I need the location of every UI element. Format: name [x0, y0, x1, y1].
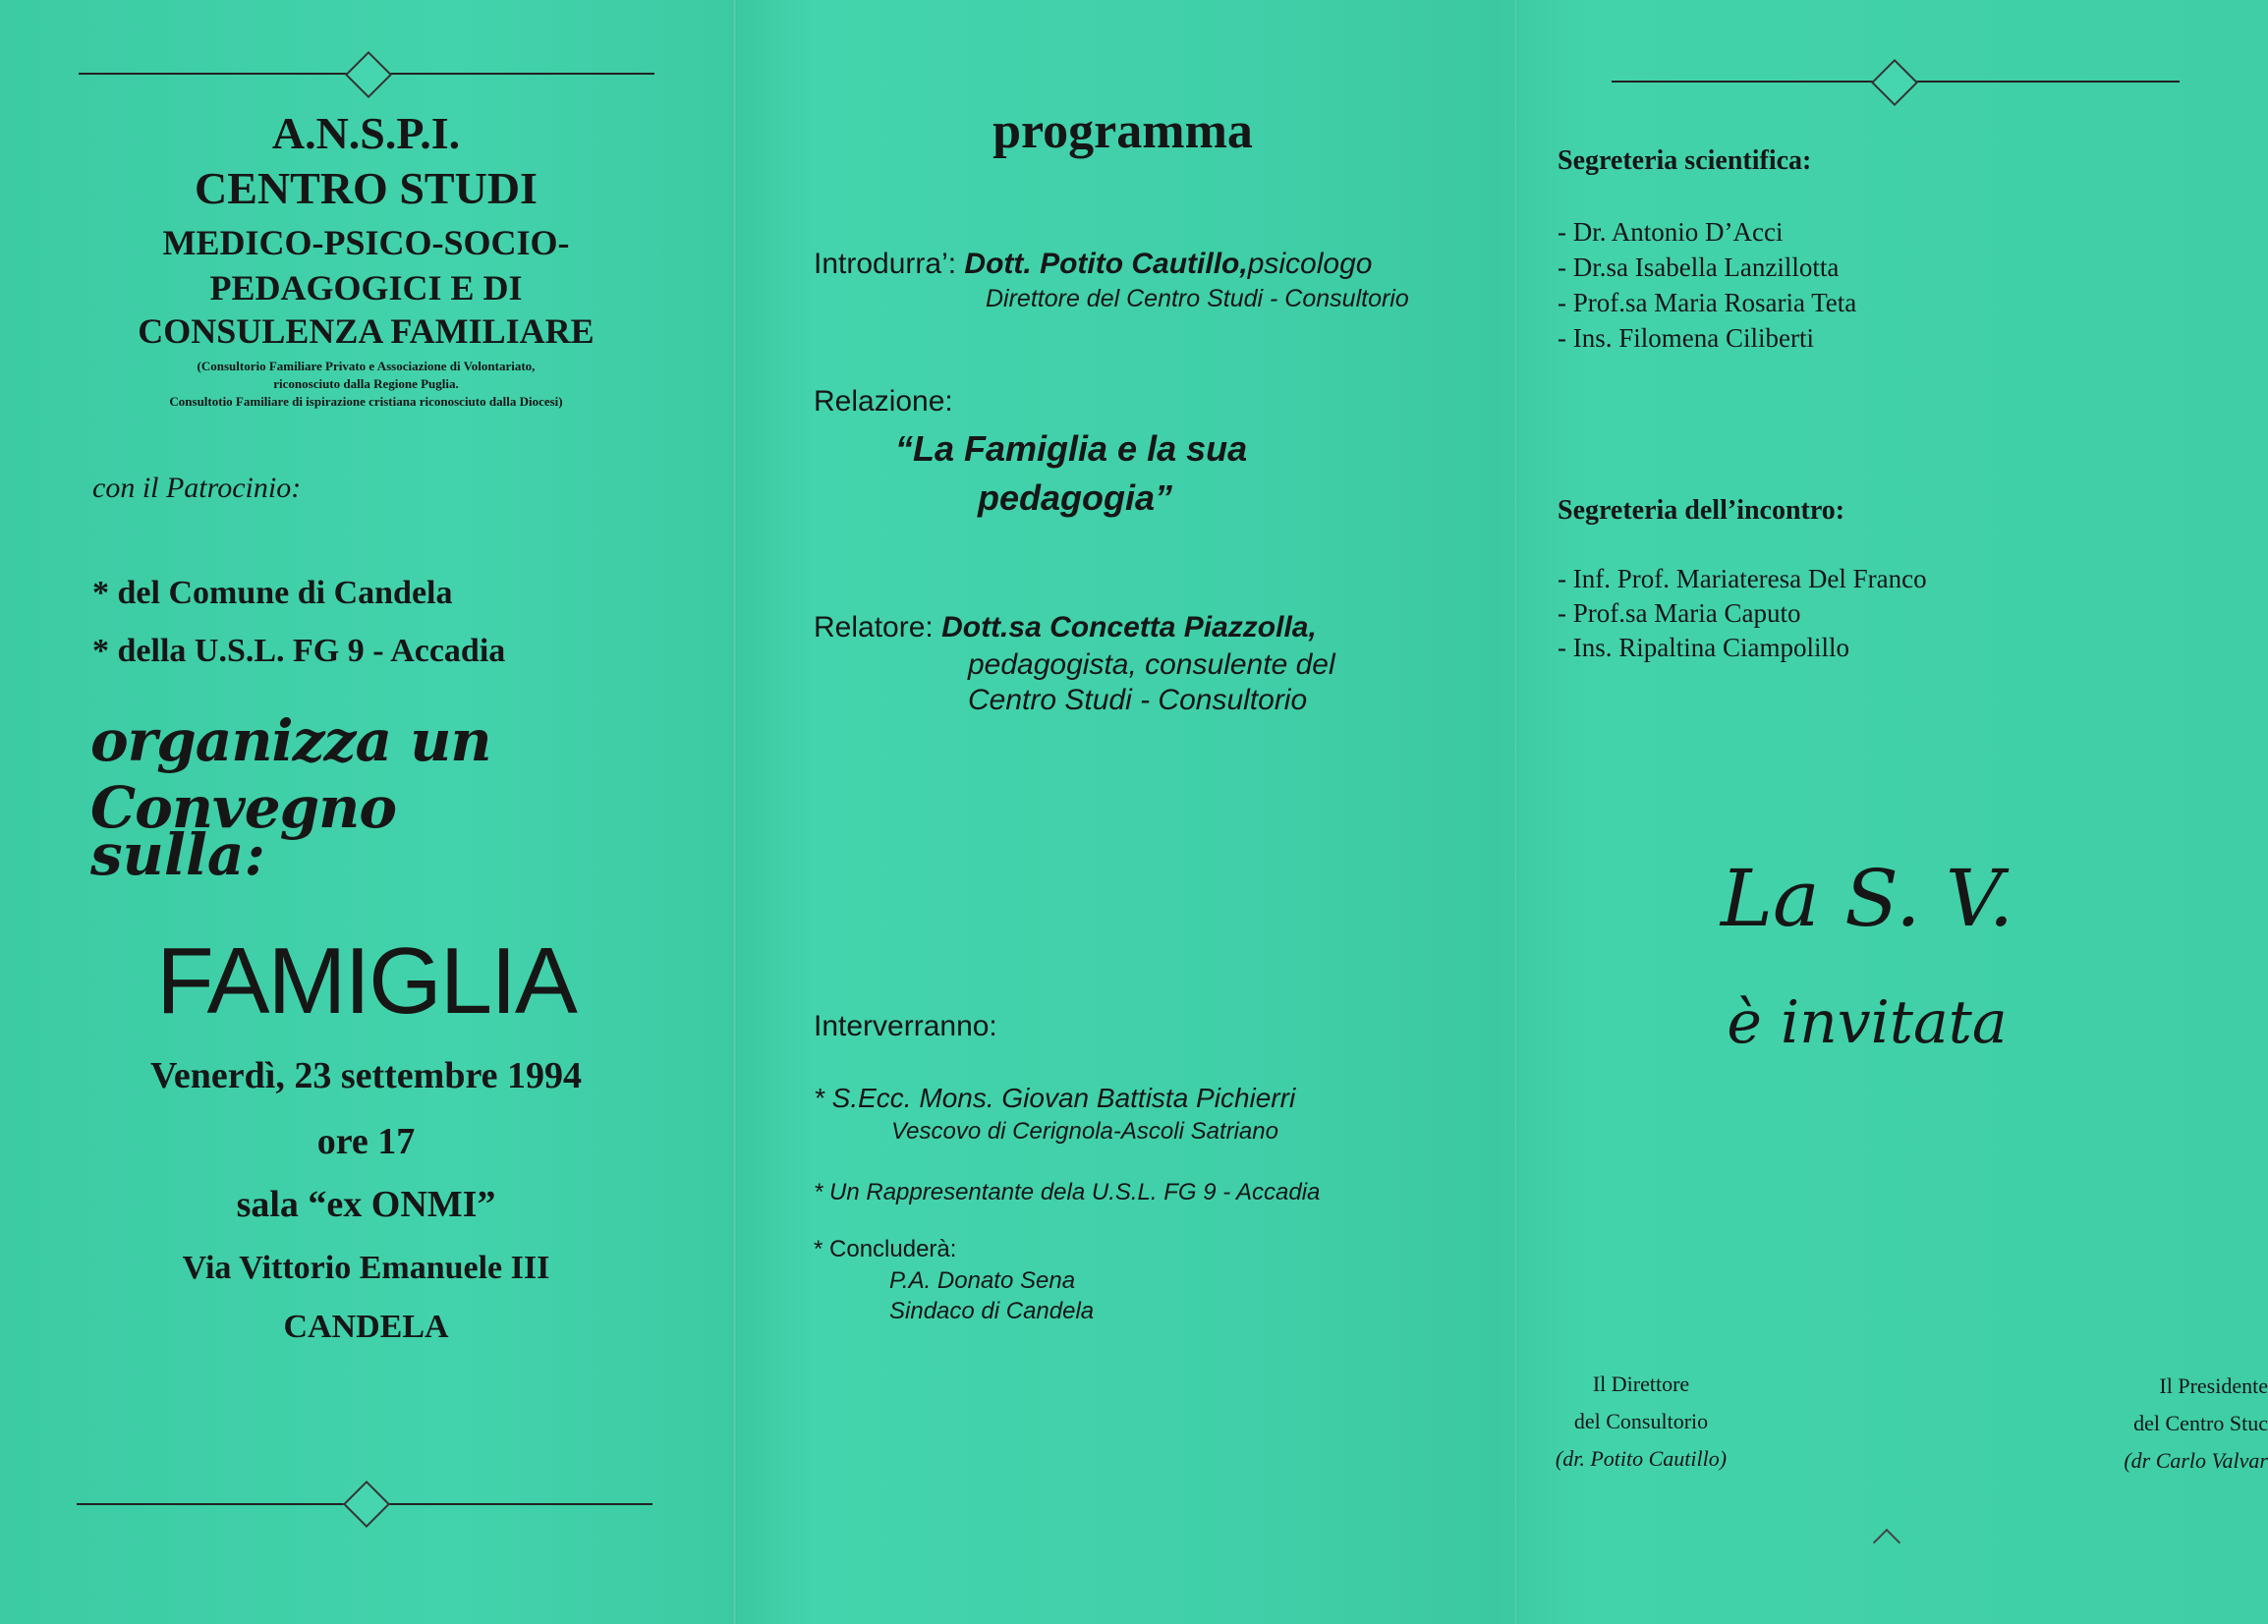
left-panel	[0, 0, 732, 1624]
org-note-1: (Consultorio Familiare Privato e Associazione di Volontariato,	[197, 359, 536, 373]
list-item: - Ins. Ripaltina Ciampolillo	[1558, 633, 1849, 662]
speaker-line	[814, 611, 1317, 644]
participant-3-role: Sindaco di Candela	[889, 1298, 1095, 1324]
speaker-role-1: pedagogista, consulente del	[968, 648, 1335, 681]
event-street: Via Vittorio Emanuele III	[182, 1250, 550, 1286]
patron-2: * della U.S.L. FG 9 - Accadia	[92, 633, 506, 669]
org-line-5: CONSULENZA FAMILIARE	[138, 311, 595, 351]
intro-speaker: Dott. Potito Cautillo,	[964, 248, 1248, 280]
intro-line	[814, 248, 1372, 281]
middle-panel	[732, 0, 1513, 1624]
participant-3-label: * Concluderà:	[814, 1236, 957, 1262]
meeting-secretariat-list	[1558, 562, 1927, 665]
list-item: - Prof.sa Maria Rosaria Teta	[1558, 288, 1857, 317]
program-title: programma	[992, 103, 1253, 159]
meeting-secretariat-title: Segreteria dell’incontro:	[1558, 495, 1845, 526]
list-item: - Dr.sa Isabella Lanzillotta	[1558, 252, 1840, 282]
org-line-4: PEDAGOGICI E DI	[209, 268, 523, 308]
event-date: Venerdì, 23 settembre 1994	[149, 1055, 583, 1096]
scientific-secretariat-title: Segreteria scientifica:	[1558, 145, 1812, 176]
org-note-3: Consultotio Familiare di ispirazione cristiana riconosciuto dalla Diocesi)	[169, 394, 563, 409]
president-name: (dr Carlo Valvar	[2124, 1448, 2268, 1473]
participant-2: * Un Rappresentante dela U.S.L. FG 9 - Accadia	[814, 1179, 1321, 1205]
intro-label: Introdurra’:	[814, 248, 957, 280]
theme-title: FAMIGLIA	[156, 928, 576, 1034]
event-city: CANDELA	[283, 1309, 449, 1345]
participant-1-role: Vescovo di Cerignola-Ascoli Satriano	[891, 1118, 1278, 1145]
org-note-2: riconosciuto dalla Regione Puglia.	[273, 376, 459, 391]
list-item: - Prof.sa Maria Caputo	[1558, 598, 1801, 628]
diamond-ornament-icon	[345, 51, 392, 98]
invitation-addressee: La S. V.	[1720, 853, 2014, 944]
scientific-secretariat-list	[1558, 214, 1856, 356]
director-title: Il Direttore	[1592, 1372, 1690, 1396]
participants-label: Interverranno:	[814, 1010, 997, 1042]
invitation-text: è invitata	[1727, 988, 2008, 1057]
intro-subtitle: Direttore del Centro Studi - Consultorio	[986, 285, 1409, 312]
diamond-ornament-icon	[1871, 59, 1918, 106]
speaker-name: Dott.sa Concetta Piazzolla,	[941, 611, 1317, 644]
speaker-role-2: Centro Studi - Consultorio	[968, 684, 1308, 716]
report-title-2: pedagogia”	[978, 477, 1173, 518]
list-item: - Ins. Filomena Ciliberti	[1558, 323, 1814, 353]
caret-up-icon	[1873, 1529, 1900, 1556]
president-signature	[2056, 1368, 2268, 1480]
report-label: Relazione:	[814, 385, 953, 418]
participant-1: * S.Ecc. Mons. Giovan Battista Pichierri	[814, 1083, 1296, 1113]
director-name: (dr. Potito Cautillo)	[1555, 1446, 1728, 1471]
director-signature	[1513, 1366, 1769, 1478]
organizes-script: organizza un Convegno	[90, 707, 491, 841]
event-time: ore 17	[316, 1121, 416, 1162]
president-org: del Centro Stuc	[2133, 1411, 2268, 1435]
intro-role: psicologo	[1247, 248, 1373, 280]
list-item: - Dr. Antonio D’Acci	[1558, 217, 1784, 247]
list-item: - Inf. Prof. Mariateresa Del Franco	[1558, 564, 1927, 593]
president-title: Il Presidente	[2159, 1373, 2268, 1398]
participant-3-name: P.A. Donato Sena	[889, 1267, 1076, 1294]
event-hall: sala “ex ONMI”	[236, 1184, 496, 1225]
patronage-label: con il Patrocinio:	[92, 472, 302, 504]
on-the-script: sulla:	[90, 821, 265, 888]
diamond-ornament-icon	[343, 1481, 390, 1528]
report-title-1: “La Famiglia e la sua	[895, 428, 1248, 469]
org-name: CENTRO STUDI	[195, 163, 538, 213]
speaker-label: Relatore:	[814, 611, 934, 644]
org-acronym: A.N.S.P.I.	[271, 108, 461, 158]
patron-1: * del Comune di Candela	[92, 575, 453, 611]
right-panel	[1513, 0, 2268, 1624]
org-line-3: MEDICO-PSICO-SOCIO-	[162, 223, 570, 262]
director-org: del Consultorio	[1573, 1409, 1709, 1433]
